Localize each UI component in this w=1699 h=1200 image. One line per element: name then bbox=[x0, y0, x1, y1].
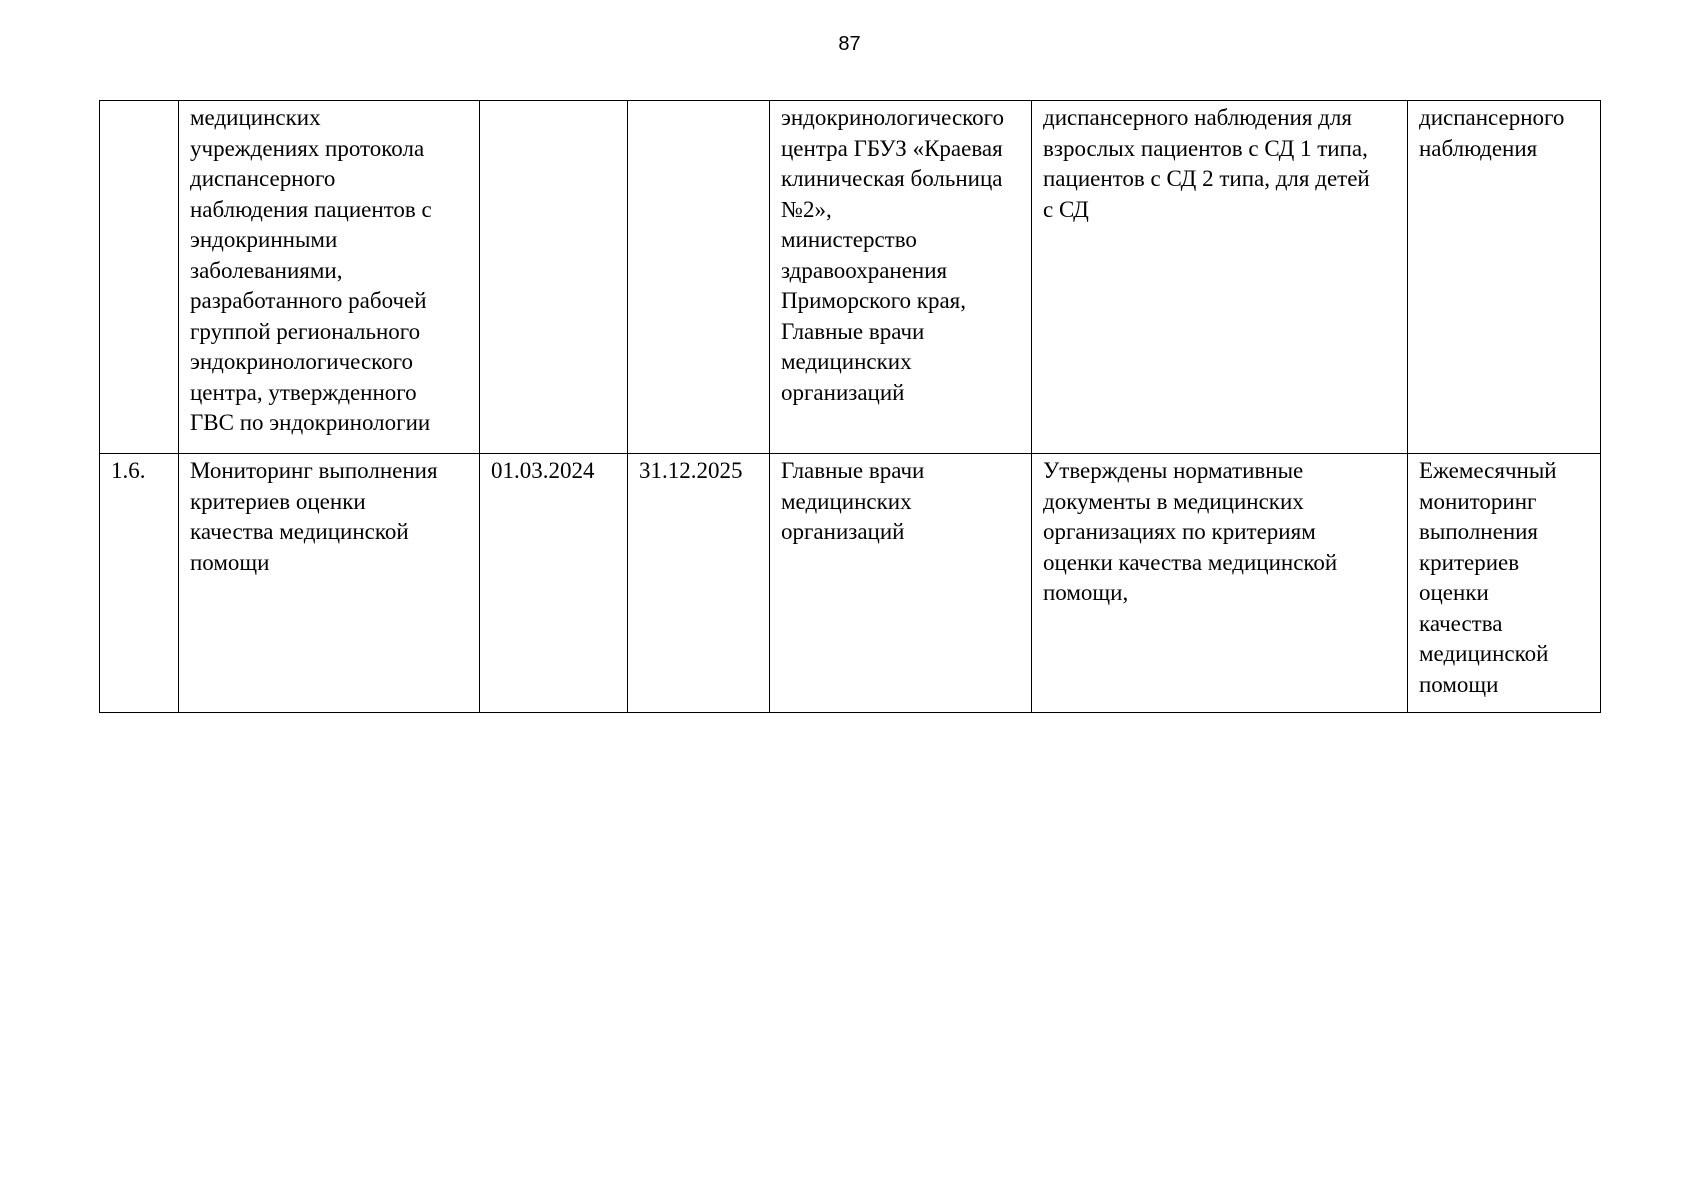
cell-responsible: Главные врачи медицинских организаций bbox=[770, 454, 1032, 713]
cell-result: Утверждены нормативные документы в медицинских организациях по критериям оценки качества медицинской помощи, bbox=[1032, 454, 1408, 713]
table-row bbox=[100, 101, 1601, 454]
cell-start-date: 01.03.2024 bbox=[480, 454, 628, 713]
cell-responsible: эндокринологического центра ГБУЗ «Краевая клиническая больница №2», министерство здравоохранения Приморского края, Главные врачи медицинских организаций bbox=[770, 101, 1032, 454]
cell-indicator: диспансерного наблюдения bbox=[1408, 101, 1601, 454]
cell-number: 1.6. bbox=[100, 454, 179, 713]
cell-result: диспансерного наблюдения для взрослых пациентов с СД 1 типа, пациентов с СД 2 типа, для детей с СД bbox=[1032, 101, 1408, 454]
page-number: 87 bbox=[838, 33, 861, 55]
cell-end-date bbox=[628, 101, 770, 454]
activity-plan-table bbox=[99, 100, 1601, 713]
cell-activity: Мониторинг выполнения критериев оценки качества медицинской помощи bbox=[179, 454, 480, 713]
table-row bbox=[100, 454, 1601, 713]
cell-indicator: Ежемесячный мониторинг выполнения критериев оценки качества медицинской помощи bbox=[1408, 454, 1601, 713]
cell-activity: медицинских учреждениях протокола диспансерного наблюдения пациентов с эндокринными заболеваниями, разработанного рабочей группой регионального эндокринологического центра, утвержденного ГВС по эндокринологии bbox=[179, 101, 480, 454]
cell-number bbox=[100, 101, 179, 454]
cell-end-date: 31.12.2025 bbox=[628, 454, 770, 713]
cell-start-date bbox=[480, 101, 628, 454]
